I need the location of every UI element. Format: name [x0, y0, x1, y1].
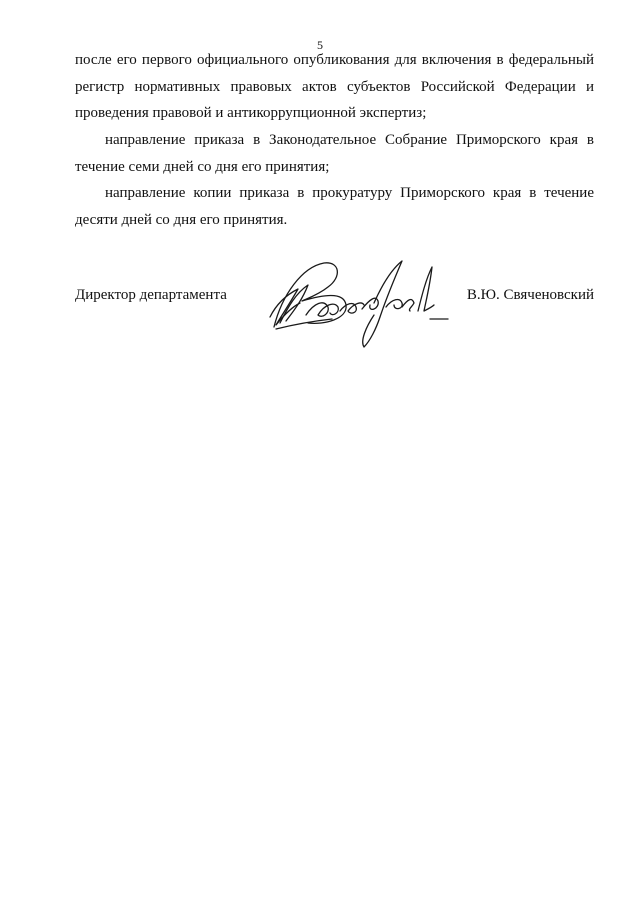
text-line: десяти дней со дня его принятия. [75, 211, 288, 228]
paragraph-1 [75, 47, 594, 127]
paragraph-2 [75, 127, 594, 180]
paragraph-3 [75, 180, 594, 233]
handwritten-signature [262, 255, 452, 355]
text-line: проведения правовой и антикоррупционной экспертиз; [75, 105, 427, 121]
signatory-name: В.Ю. Свяченовский [466, 287, 594, 303]
page-number: 5 [317, 38, 323, 52]
text-line: регистр нормативных правовых актов субъектов Российской Федерации и [75, 78, 594, 95]
text-line: направление копии приказа в прокуратуру Приморского края в течение [105, 185, 594, 201]
text-line: после его первого официального опубликования для включения в федеральный [75, 52, 594, 68]
text-line: течение семи дней со дня его принятия; [75, 158, 330, 175]
text-line: направление приказа в Законодательное Собрание Приморского края в [105, 132, 594, 148]
signatory-title: Директор департамента [75, 287, 227, 303]
